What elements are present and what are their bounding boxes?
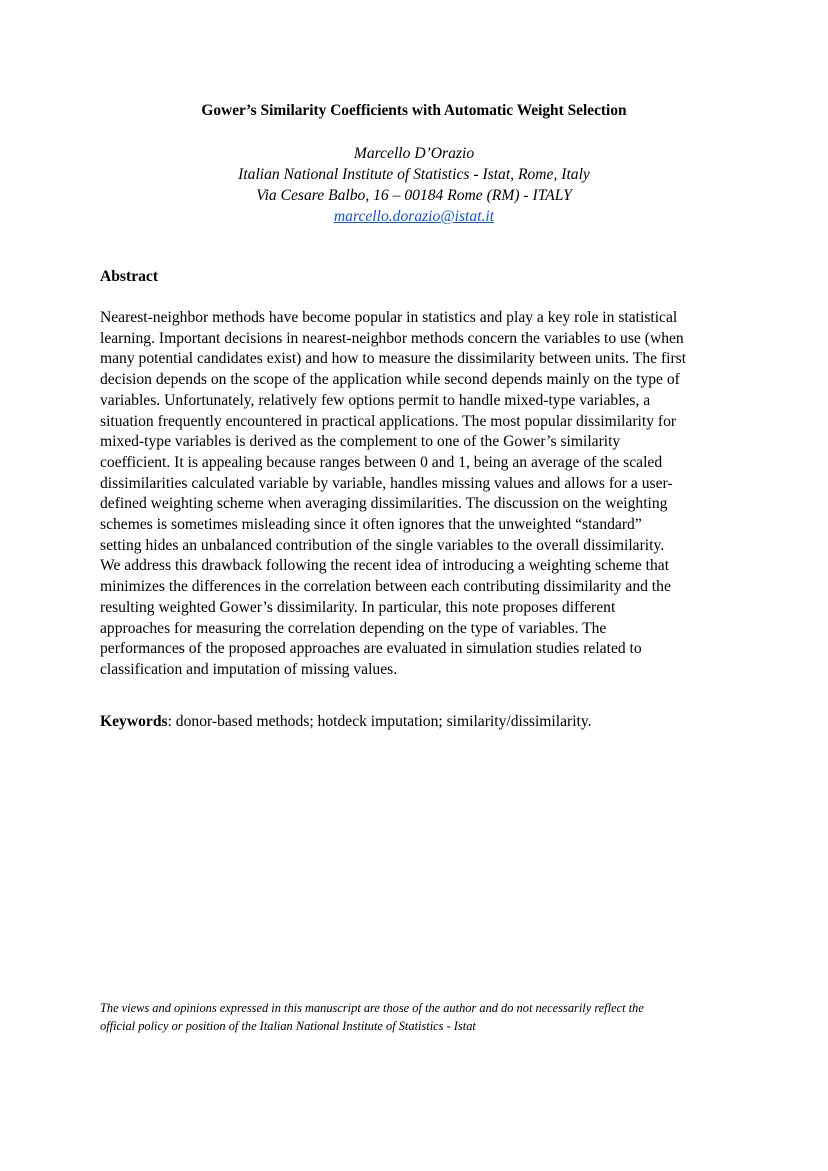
abstract-line: defined weighting scheme when averaging dissimilarities. The discussion on the weighting [100, 495, 668, 513]
author-block [0, 143, 828, 227]
abstract-body [100, 308, 732, 681]
author-address: Via Cesare Balbo, 16 – 00184 Rome (RM) - ITALY [256, 187, 572, 204]
footnote-line: official policy or position of the Italian National Institute of Statistics - Istat [100, 1019, 476, 1033]
abstract-line: classification and imputation of missing values. [100, 660, 398, 678]
abstract-line: schemes is sometimes misleading since it often ignores that the unweighted “standard” [100, 516, 642, 534]
abstract-line: many potential candidates exist) and how to measure the dissimilarity between units. The first [100, 350, 687, 368]
abstract-line: situation frequently encountered in practical applications. The most popular dissimilarity for [100, 412, 677, 430]
abstract-line: decision depends on the scope of the application while second depends mainly on the type of [100, 371, 680, 389]
author-name: Marcello D’Orazio [353, 145, 475, 162]
abstract-line: variables. Unfortunately, relatively few options permit to handle mixed-type variables, a [100, 391, 651, 409]
paper-title: Gower’s Similarity Coefficients with Automatic Weight Selection [201, 102, 627, 119]
abstract-line: resulting weighted Gower’s dissimilarity. In particular, this note proposes different [100, 598, 616, 616]
abstract-line: dissimilarities calculated variable by variable, handles missing values and allows for a user- [100, 474, 673, 492]
abstract-line: We address this drawback following the recent idea of introducing a weighting scheme that [100, 557, 670, 575]
author-affiliation: Italian National Institute of Statistics - Istat, Rome, Italy [238, 166, 590, 183]
abstract-line: coefficient. It is appealing because ranges between 0 and 1, being an average of the scaled [100, 453, 663, 471]
abstract-line: setting hides an unbalanced contribution of the single variables to the overall dissimilarity. [100, 536, 665, 554]
abstract-line: approaches for measuring the correlation depending on the type of variables. The [100, 619, 607, 637]
abstract-line: minimizes the differences in the correlation between each contributing dissimilarity and the [100, 578, 671, 596]
keywords-label: Keywords [100, 713, 168, 730]
footnote-line: The views and opinions expressed in this manuscript are those of the author and do not necessarily reflect the [100, 1001, 644, 1015]
abstract-heading: Abstract [100, 268, 159, 285]
abstract-line: Nearest-neighbor methods have become popular in statistics and play a key role in statistical [100, 309, 678, 326]
author-email-link[interactable]: marcello.dorazio@istat.it [333, 208, 495, 225]
disclaimer-footnote [100, 999, 730, 1035]
keywords-text: : donor-based methods; hotdeck imputation; similarity/dissimilarity. [167, 713, 592, 730]
abstract-line: learning. Important decisions in nearest-neighbor methods concern the variables to use (when [100, 329, 684, 347]
keywords [100, 712, 740, 732]
abstract-line: mixed-type variables is derived as the complement to one of the Gower’s similarity [100, 433, 621, 451]
abstract-line: performances of the proposed approaches are evaluated in simulation studies related to [100, 640, 642, 658]
